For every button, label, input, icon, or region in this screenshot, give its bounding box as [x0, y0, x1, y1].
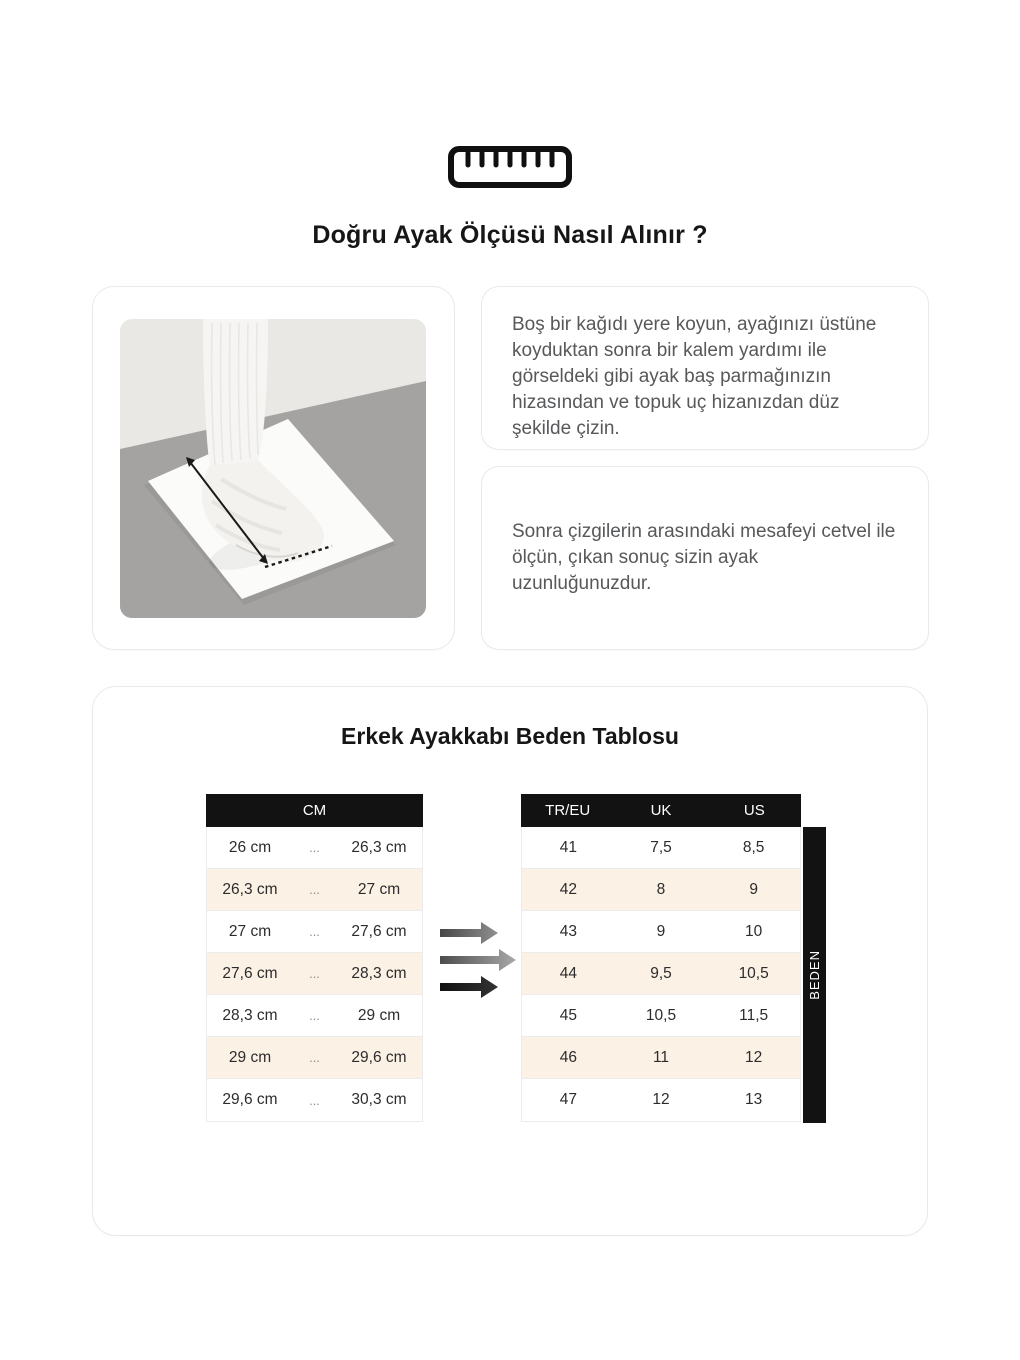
cm-table-row	[207, 995, 422, 1037]
size-us: 10,5	[738, 964, 769, 982]
header-tr-eu: TR/EU	[545, 802, 591, 819]
cm-from: 29 cm	[228, 1048, 272, 1066]
size-conversion-table	[521, 794, 801, 1122]
size-table-row	[522, 995, 800, 1037]
beden-label: BEDEN	[807, 950, 822, 1000]
size-table-row	[522, 911, 800, 953]
cm-table-row	[207, 827, 422, 869]
cm-to: 26,3 cm	[351, 838, 407, 856]
foot-photo-card	[92, 286, 455, 650]
size-tr-eu: 45	[559, 1006, 577, 1024]
size-tr-eu: 44	[559, 964, 577, 982]
size-tr-eu: 42	[559, 880, 577, 898]
size-table-row	[522, 869, 800, 911]
size-tr-eu: 47	[559, 1091, 577, 1108]
size-uk: 9,5	[650, 964, 672, 982]
cm-from: 26 cm	[228, 838, 272, 856]
size-table-row	[522, 953, 800, 995]
cm-table-row	[207, 911, 422, 953]
range-dots: ...	[309, 966, 320, 981]
cm-from: 27,6 cm	[222, 964, 278, 982]
size-uk: 11	[652, 1048, 670, 1066]
cm-to: 27,6 cm	[351, 922, 407, 940]
range-dots: ...	[309, 840, 320, 855]
size-uk: 10,5	[645, 1006, 677, 1024]
size-us: 12	[745, 1048, 763, 1066]
size-uk: 12	[652, 1091, 670, 1108]
size-uk: 7,5	[650, 838, 672, 856]
size-table-body	[521, 827, 801, 1122]
cm-from: 29,6 cm	[222, 1091, 278, 1108]
cm-from: 27 cm	[228, 922, 272, 940]
cm-to: 29,6 cm	[351, 1048, 407, 1066]
header-us: US	[743, 802, 765, 819]
size-us: 10	[745, 922, 763, 940]
instruction-text-2: Sonra çizgilerin arasındaki mesafeyi cetvel ile ölçün, çıkan sonuç sizin ayak uzunluğunuzdur.	[512, 521, 896, 594]
size-table-row	[522, 1037, 800, 1079]
foot-measurement-photo	[120, 319, 426, 618]
size-tr-eu: 43	[559, 922, 577, 940]
size-table-card	[92, 686, 928, 1236]
convert-arrows-icon	[438, 919, 520, 1001]
instruction-text-1: Boş bir kağıdı yere koyun, ayağınızı üstüne koyduktan sonra bir kalem yardımı ile görseldeki gibi ayak baş parmağınızın hizasından ve topuk uç hizanızdan düz şekilde çizin.	[512, 314, 877, 439]
size-us: 9	[749, 880, 758, 898]
cm-from: 28,3 cm	[222, 1006, 278, 1024]
cm-from: 26,3 cm	[222, 880, 278, 898]
range-dots: ...	[309, 1092, 320, 1108]
size-us: 11,5	[739, 1006, 769, 1024]
size-tr-eu: 46	[559, 1048, 577, 1066]
page-title: Doğru Ayak Ölçüsü Nasıl Alınır ?	[312, 221, 708, 249]
cm-to: 30,3 cm	[351, 1091, 407, 1108]
range-dots: ...	[309, 1008, 320, 1023]
size-table-title: Erkek Ayakkabı Beden Tablosu	[341, 723, 679, 749]
cm-table-row	[207, 1079, 422, 1121]
size-us: 8,5	[742, 838, 765, 856]
size-table-row	[522, 827, 800, 869]
size-tr-eu: 41	[559, 838, 577, 856]
range-dots: ...	[309, 1050, 320, 1065]
cm-to: 28,3 cm	[351, 964, 407, 982]
cm-table-body	[206, 827, 423, 1122]
beden-side-bar	[803, 827, 826, 1123]
cm-table	[206, 794, 423, 1122]
range-dots: ...	[309, 882, 320, 897]
instruction-box-2	[481, 466, 929, 650]
size-us: 13	[745, 1091, 763, 1108]
cm-table-row	[207, 953, 422, 995]
size-uk: 9	[656, 922, 666, 940]
size-uk: 8	[656, 880, 666, 898]
instruction-box-1	[481, 286, 929, 450]
size-table-row	[522, 1079, 800, 1121]
ruler-icon	[448, 146, 572, 188]
header-uk: UK	[650, 802, 672, 819]
cm-table-row	[207, 869, 422, 911]
cm-table-header: CM	[206, 794, 423, 827]
cm-to: 27 cm	[357, 880, 401, 898]
range-dots: ...	[309, 924, 320, 939]
cm-to: 29 cm	[357, 1006, 401, 1024]
size-table-header-row	[521, 794, 801, 827]
cm-table-row	[207, 1037, 422, 1079]
